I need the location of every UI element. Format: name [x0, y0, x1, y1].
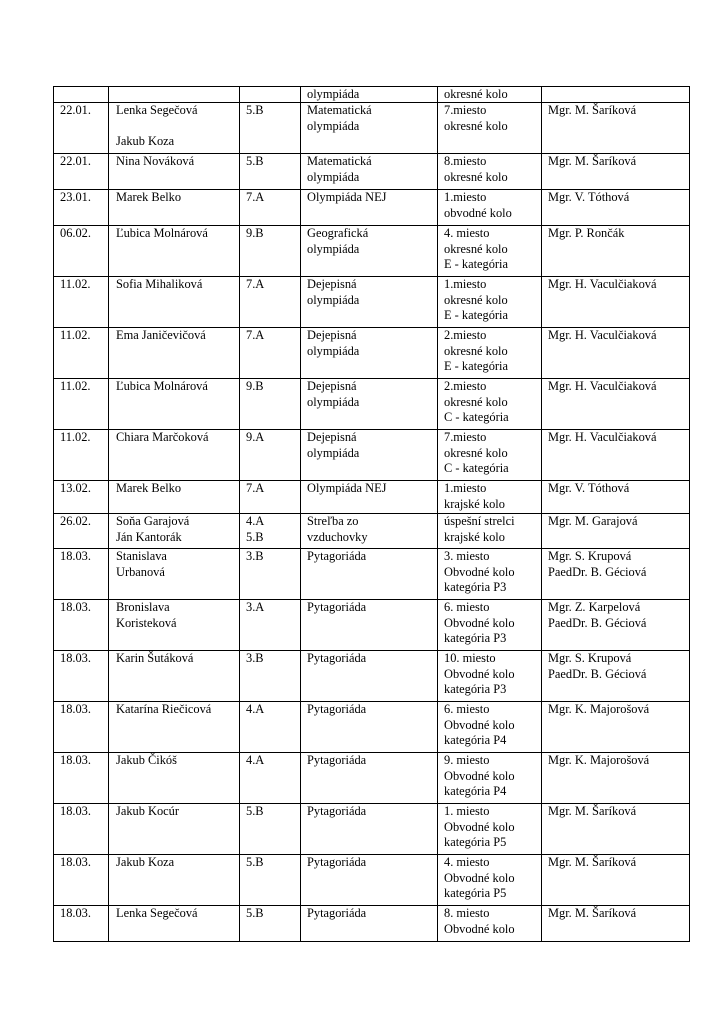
date-cell: 18.03. [54, 600, 109, 651]
competition-cell: Pytagoriáda [301, 855, 438, 906]
placement-cell: 6. miesto Obvodné kolo kategória P3 [438, 600, 542, 651]
date-cell: 11.02. [54, 379, 109, 430]
competition-cell: Pytagoriáda [301, 549, 438, 600]
class-cell: 9.A [240, 430, 301, 481]
placement-cell: 7.miesto okresné kolo [438, 103, 542, 154]
table-row [54, 277, 690, 328]
table-row [54, 600, 690, 651]
class-cell: 5.B [240, 804, 301, 855]
student-name-cell: Lenka Segečová [109, 906, 240, 942]
table-row [54, 154, 690, 190]
date-cell: 11.02. [54, 277, 109, 328]
competition-cell: Matematická olympiáda [301, 154, 438, 190]
date-cell: 13.02. [54, 481, 109, 514]
student-name-cell: Ľubica Molnárová [109, 226, 240, 277]
student-name-cell: Marek Belko [109, 190, 240, 226]
student-name-cell: Sofia Mihaliková [109, 277, 240, 328]
teacher-cell: Mgr. S. Krupová PaedDr. B. Géciová [542, 651, 690, 702]
student-name-cell: Stanislava Urbanová [109, 549, 240, 600]
student-name-cell: Katarína Riečicová [109, 702, 240, 753]
table-row [54, 87, 690, 103]
table-row [54, 804, 690, 855]
class-cell [240, 87, 301, 103]
results-table [53, 86, 690, 942]
student-name-cell: Karin Šutáková [109, 651, 240, 702]
table-row [54, 855, 690, 906]
competition-cell: Dejepisná olympiáda [301, 328, 438, 379]
table-row [54, 753, 690, 804]
competition-cell: Dejepisná olympiáda [301, 430, 438, 481]
student-name-cell: Jakub Čikóš [109, 753, 240, 804]
teacher-cell: Mgr. H. Vaculčiaková [542, 328, 690, 379]
placement-cell: 2.miesto okresné kolo C - kategória [438, 379, 542, 430]
competition-cell: Pytagoriáda [301, 702, 438, 753]
date-cell: 18.03. [54, 753, 109, 804]
competition-cell: Pytagoriáda [301, 753, 438, 804]
student-name-cell: Ľubica Molnárová [109, 379, 240, 430]
class-cell: 5.B [240, 103, 301, 154]
competition-cell: Dejepisná olympiáda [301, 379, 438, 430]
student-name-cell: Ema Janičevičová [109, 328, 240, 379]
table-row [54, 549, 690, 600]
competition-cell: Pytagoriáda [301, 651, 438, 702]
competition-cell: Matematická olympiáda [301, 103, 438, 154]
teacher-cell: Mgr. Z. Karpelová PaedDr. B. Géciová [542, 600, 690, 651]
teacher-cell: Mgr. M. Šaríková [542, 855, 690, 906]
table-row [54, 103, 690, 154]
class-cell: 9.B [240, 226, 301, 277]
teacher-cell: Mgr. S. Krupová PaedDr. B. Géciová [542, 549, 690, 600]
student-name-cell: Jakub Koza [109, 855, 240, 906]
teacher-cell: Mgr. M. Šaríková [542, 906, 690, 942]
placement-cell: 2.miesto okresné kolo E - kategória [438, 328, 542, 379]
class-cell: 3.A [240, 600, 301, 651]
results-table-body [54, 87, 690, 942]
table-row [54, 226, 690, 277]
date-cell: 22.01. [54, 103, 109, 154]
date-cell: 18.03. [54, 651, 109, 702]
placement-cell: 1.miesto okresné kolo E - kategória [438, 277, 542, 328]
teacher-cell: Mgr. V. Tóthová [542, 481, 690, 514]
table-row [54, 651, 690, 702]
class-cell: 9.B [240, 379, 301, 430]
competition-cell: Streľba zo vzduchovky [301, 514, 438, 549]
class-cell: 7.A [240, 481, 301, 514]
teacher-cell: Mgr. H. Vaculčiaková [542, 277, 690, 328]
class-cell: 5.B [240, 855, 301, 906]
teacher-cell: Mgr. K. Majorošová [542, 753, 690, 804]
placement-cell: 8. miesto Obvodné kolo [438, 906, 542, 942]
teacher-cell: Mgr. H. Vaculčiaková [542, 430, 690, 481]
placement-cell: okresné kolo [438, 87, 542, 103]
date-cell: 18.03. [54, 804, 109, 855]
table-row [54, 702, 690, 753]
teacher-cell: Mgr. P. Rončák [542, 226, 690, 277]
competition-cell: Pytagoriáda [301, 804, 438, 855]
date-cell: 11.02. [54, 328, 109, 379]
placement-cell: 1. miesto Obvodné kolo kategória P5 [438, 804, 542, 855]
student-name-cell: Jakub Kocúr [109, 804, 240, 855]
teacher-cell: Mgr. M. Garajová [542, 514, 690, 549]
class-cell: 7.A [240, 277, 301, 328]
teacher-cell: Mgr. V. Tóthová [542, 190, 690, 226]
placement-cell: 8.miesto okresné kolo [438, 154, 542, 190]
competition-cell: Pytagoriáda [301, 906, 438, 942]
student-name-cell: Nina Nováková [109, 154, 240, 190]
date-cell: 23.01. [54, 190, 109, 226]
class-cell: 7.A [240, 190, 301, 226]
class-cell: 4.A [240, 753, 301, 804]
date-cell: 06.02. [54, 226, 109, 277]
date-cell: 18.03. [54, 855, 109, 906]
student-name-cell: Chiara Marčoková [109, 430, 240, 481]
date-cell: 18.03. [54, 906, 109, 942]
date-cell: 26.02. [54, 514, 109, 549]
competition-cell: Geografická olympiáda [301, 226, 438, 277]
date-cell: 22.01. [54, 154, 109, 190]
date-cell [54, 87, 109, 103]
table-row [54, 190, 690, 226]
class-cell: 3.B [240, 549, 301, 600]
placement-cell: 1.miesto obvodné kolo [438, 190, 542, 226]
class-cell: 3.B [240, 651, 301, 702]
competition-cell: Pytagoriáda [301, 600, 438, 651]
placement-cell: 4. miesto okresné kolo E - kategória [438, 226, 542, 277]
table-row [54, 514, 690, 549]
placement-cell: 4. miesto Obvodné kolo kategória P5 [438, 855, 542, 906]
placement-cell: úspešní strelci krajské kolo [438, 514, 542, 549]
placement-cell: 1.miesto krajské kolo [438, 481, 542, 514]
placement-cell: 3. miesto Obvodné kolo kategória P3 [438, 549, 542, 600]
date-cell: 18.03. [54, 549, 109, 600]
competition-cell: Olympiáda NEJ [301, 190, 438, 226]
class-cell: 5.B [240, 154, 301, 190]
class-cell: 4.A [240, 702, 301, 753]
date-cell: 18.03. [54, 702, 109, 753]
placement-cell: 10. miesto Obvodné kolo kategória P3 [438, 651, 542, 702]
student-name-cell [109, 87, 240, 103]
table-row [54, 906, 690, 942]
teacher-cell: Mgr. M. Šaríková [542, 804, 690, 855]
student-name-cell: Soňa Garajová Ján Kantorák [109, 514, 240, 549]
placement-cell: 7.miesto okresné kolo C - kategória [438, 430, 542, 481]
competition-cell: Olympiáda NEJ [301, 481, 438, 514]
student-name-cell: Bronislava Koristeková [109, 600, 240, 651]
placement-cell: 6. miesto Obvodné kolo kategória P4 [438, 702, 542, 753]
competition-cell: Dejepisná olympiáda [301, 277, 438, 328]
teacher-cell [542, 87, 690, 103]
teacher-cell: Mgr. M. Šaríková [542, 154, 690, 190]
competition-cell: olympiáda [301, 87, 438, 103]
table-row [54, 481, 690, 514]
student-name-cell: Marek Belko [109, 481, 240, 514]
class-cell: 7.A [240, 328, 301, 379]
class-cell: 5.B [240, 906, 301, 942]
placement-cell: 9. miesto Obvodné kolo kategória P4 [438, 753, 542, 804]
class-cell: 4.A 5.B [240, 514, 301, 549]
table-row [54, 328, 690, 379]
student-name-cell: Lenka Segečová Jakub Koza [109, 103, 240, 154]
teacher-cell: Mgr. H. Vaculčiaková [542, 379, 690, 430]
date-cell: 11.02. [54, 430, 109, 481]
table-row [54, 430, 690, 481]
table-row [54, 379, 690, 430]
teacher-cell: Mgr. M. Šaríková [542, 103, 690, 154]
teacher-cell: Mgr. K. Majorošová [542, 702, 690, 753]
